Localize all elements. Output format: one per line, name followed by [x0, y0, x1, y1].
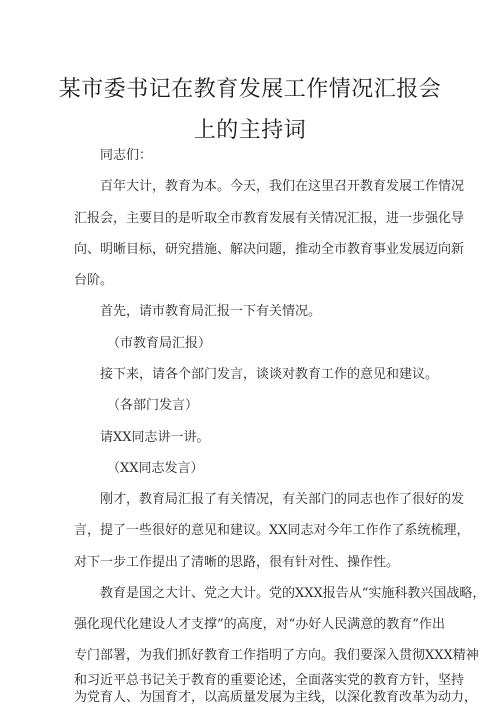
paragraph-line: 刚才，教育局汇报了有关情况，有关部门的同志也作了很好的发	[100, 492, 465, 507]
paragraph-line: 专门部署，为我们抓好教育工作指明了方向。我们要深入贯彻XXX精神	[74, 648, 479, 663]
paragraph-line: 向、明晰目标，研究措施、解决问题，推动全市教育事业发展迈向新	[74, 242, 465, 257]
document-title-line-2: 上的主持词	[193, 118, 307, 143]
paragraph-line: 和习近平总书记关于教育的重要论述，全面落实党的教育方针，坚持	[74, 673, 465, 688]
paragraph-line: 对下一步工作提出了清晰的思路，很有针对性、操作性。	[74, 555, 400, 570]
paragraph-line: 强化现代化建设人才支撑”的高度，对“办好人民满意的教育”作出	[74, 617, 445, 632]
stage-direction: （各部门发言）	[107, 398, 199, 413]
paragraph-line: 台阶。	[74, 273, 114, 288]
paragraph-line: 首先，请市教育局汇报一下有关情况。	[100, 304, 322, 319]
paragraph-line: 为党育人、为国育才，以高质量发展为主线，以深化教育改革为动力，	[74, 690, 478, 705]
salutation: 同志们：	[100, 148, 153, 163]
paragraph-line: 言，提了一些很好的意见和建议。XX同志对今年工作作了系统梳理，	[74, 523, 470, 538]
paragraph-line: 请XX同志讲一讲。	[100, 430, 210, 445]
document-title-line-1: 某市委书记在教育发展工作情况汇报会	[58, 77, 442, 102]
paragraph-line: 百年大计，教育为本。今天，我们在这里召开教育发展工作情况	[100, 179, 465, 194]
paragraph-line: 接下来，请各个部门发言，谈谈对教育工作的意见和建议。	[100, 367, 439, 382]
paragraph-line: 汇报会，主要目的是听取全市教育发展有关情况汇报，进一步强化导	[74, 211, 465, 226]
stage-direction: （XX同志发言）	[107, 461, 204, 476]
paragraph-line: 教育是国之大计、党之大计。党的XXX报告从“实施科教兴国战略，	[100, 586, 486, 601]
stage-direction: （市教育局汇报）	[107, 336, 212, 351]
